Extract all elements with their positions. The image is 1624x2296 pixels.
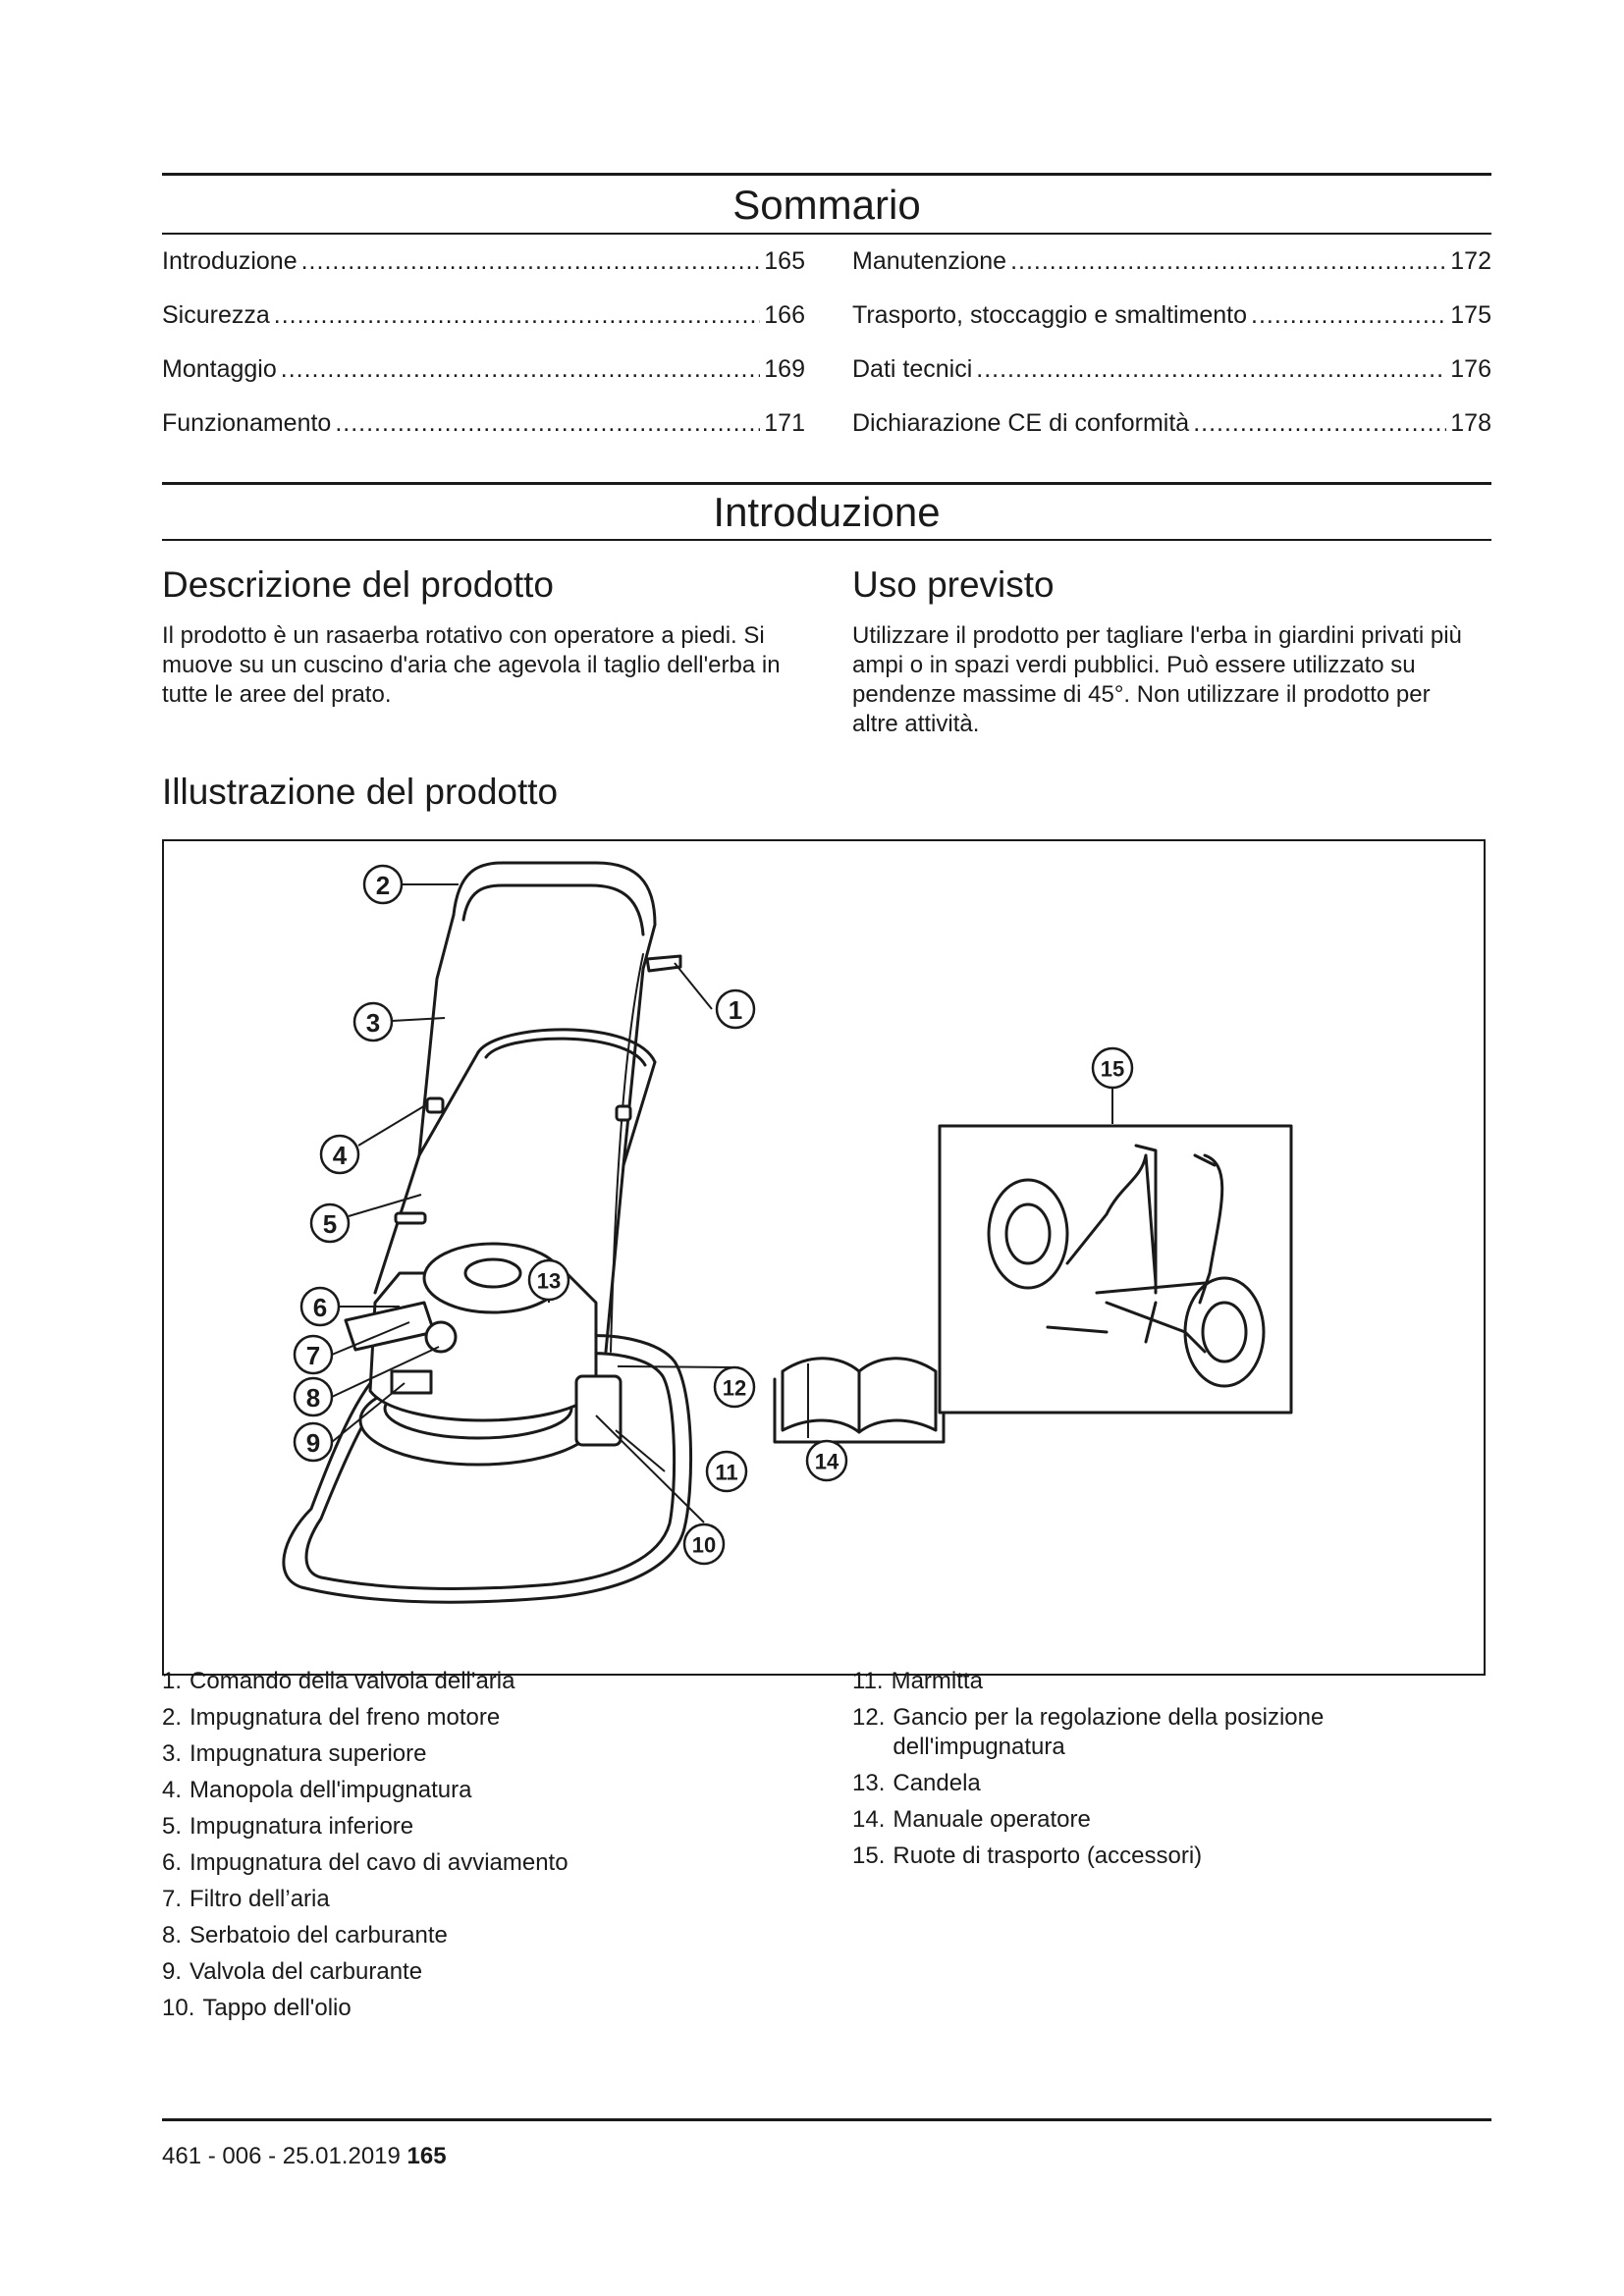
toc-entry-label: Trasporto, stoccaggio e smaltimento: [852, 301, 1248, 329]
fuel-cap: [426, 1322, 456, 1352]
intro-top-rule: [162, 482, 1491, 485]
transport-wheel-right: [1185, 1278, 1264, 1386]
parts-list-left: [162, 1667, 790, 2030]
parts-list-right: [852, 1667, 1402, 1878]
callout-8: [295, 1378, 332, 1415]
page-number: 165: [406, 2143, 447, 2169]
callout-label: 2: [375, 871, 391, 900]
toc-entry-page: 175: [1450, 301, 1491, 329]
starter-handle: [396, 1213, 425, 1223]
list-item: [162, 1667, 790, 1696]
muffler: [576, 1376, 621, 1445]
part-number: 5.: [162, 1813, 183, 1840]
callout-label: 9: [305, 1428, 321, 1458]
callout-label: 12: [722, 1375, 747, 1401]
toc-leader: [1193, 409, 1446, 438]
footer-rule: [162, 2118, 1491, 2121]
part-name: Impugnatura del cavo di avviamento: [189, 1849, 568, 1876]
part-number: 8.: [162, 1922, 183, 1949]
callout-label: 7: [305, 1341, 321, 1370]
mower-diagram: [164, 841, 1484, 1674]
list-item: [162, 1703, 790, 1733]
toc-leader: [976, 355, 1446, 384]
brake-bar: [463, 885, 643, 934]
intended-use-text: Utilizzare il prodotto per tagliare l'erba in giardini privati più ampi o in spazi verdi pubblici. Può essere utilizzato su pendenze massime di 45°. Non utilizzare il prodotto per altre attività.: [852, 622, 1462, 737]
list-item: [162, 1848, 790, 1878]
product-illustration: [162, 839, 1486, 1676]
engine-cap: [465, 1259, 520, 1287]
toc-leader: [301, 247, 761, 276]
toc-entry[interactable]: [162, 355, 805, 409]
part-name: Impugnatura inferiore: [189, 1813, 414, 1840]
toc-entry-label: Dichiarazione CE di conformità: [852, 409, 1190, 437]
part-number: 1.: [162, 1668, 183, 1694]
part-number: 3.: [162, 1740, 183, 1767]
handle-knob-right: [617, 1106, 630, 1120]
intended-use-heading: Uso previsto: [852, 564, 1055, 605]
toc-entry-label: Introduzione: [162, 247, 298, 275]
callout-13: [529, 1260, 568, 1300]
part-name: Valvola del carburante: [189, 1958, 423, 1985]
callout-label: 5: [322, 1209, 338, 1239]
part-name: Impugnatura superiore: [189, 1740, 427, 1767]
list-item: [162, 1885, 790, 1914]
callout-9: [295, 1423, 332, 1461]
list-item: [162, 1994, 790, 2023]
part-number: 11.: [852, 1668, 884, 1694]
toc-leader: [281, 355, 761, 384]
toc-entry-page: 166: [764, 301, 805, 329]
toc-title-rule: [162, 233, 1491, 235]
part-number: 14.: [852, 1806, 886, 1833]
upper-handle-left: [419, 915, 454, 1155]
part-number: 4.: [162, 1777, 183, 1803]
callout-12: [715, 1367, 754, 1407]
callout-3: [354, 1003, 392, 1041]
part-number: 10.: [162, 1995, 195, 2021]
toc-entry-page: 176: [1450, 355, 1491, 383]
callout-label: 10: [691, 1532, 717, 1558]
callout-label: 4: [332, 1141, 348, 1170]
callout-label: 6: [312, 1293, 328, 1322]
list-item: [162, 1739, 790, 1769]
list-item: [162, 1812, 790, 1842]
toc-entry[interactable]: [852, 355, 1491, 409]
part-name: Manopola dell'impugnatura: [189, 1777, 472, 1803]
part-name: Comando della valvola dell'aria: [189, 1668, 515, 1694]
callout-15: [1093, 1048, 1132, 1088]
toc-entry-label: Montaggio: [162, 355, 277, 383]
list-item: [852, 1667, 1402, 1696]
callout-2: [364, 866, 402, 903]
part-name: Gancio per la regolazione della posizione dell'impugnatura: [893, 1704, 1325, 1760]
part-name: Manuale operatore: [893, 1806, 1091, 1833]
handle-knob: [427, 1098, 443, 1112]
callout-label: 15: [1100, 1056, 1125, 1082]
list-item: [162, 1957, 790, 1987]
callout-7: [295, 1336, 332, 1373]
toc-leader: [274, 301, 761, 330]
part-number: 13.: [852, 1770, 886, 1796]
callout-14: [807, 1441, 846, 1480]
part-number: 7.: [162, 1886, 183, 1912]
part-name: Serbatoio del carburante: [189, 1922, 448, 1949]
callout-6: [301, 1288, 339, 1325]
intro-title-rule: [162, 539, 1491, 541]
toc-entry-page: 165: [764, 247, 805, 275]
toc-entry[interactable]: [852, 301, 1491, 355]
toc-entry-page: 171: [764, 409, 805, 437]
callout-label: 8: [305, 1383, 321, 1413]
list-item: [162, 1921, 790, 1950]
part-name: Candela: [893, 1770, 981, 1796]
transport-wheel-left: [989, 1180, 1067, 1288]
part-number: 6.: [162, 1849, 183, 1876]
list-item: [852, 1842, 1402, 1871]
list-item: [162, 1776, 790, 1805]
callout-label: 1: [728, 995, 743, 1025]
toc-entry-label: Manutenzione: [852, 247, 1007, 275]
callout-label: 13: [536, 1268, 562, 1294]
toc-entry[interactable]: [162, 301, 805, 355]
intro-title: Introduzione: [713, 489, 941, 535]
part-name: Marmitta: [891, 1668, 983, 1694]
part-name: Impugnatura del freno motore: [189, 1704, 501, 1731]
callout-10: [684, 1524, 724, 1564]
illustration-heading: Illustrazione del prodotto: [162, 772, 559, 812]
description-text: Il prodotto è un rasaerba rotativo con operatore a piedi. Si muove su un cuscino d'aria che agevola il taglio dell'erba in tutte le aree del prato.: [162, 622, 781, 708]
toc-entry-page: 172: [1450, 247, 1491, 275]
callout-11: [707, 1452, 746, 1491]
toc-entry[interactable]: [852, 247, 1491, 301]
toc-entry-page: 169: [764, 355, 805, 383]
document-code: 461 - 006 - 25.01.2019: [162, 2143, 401, 2169]
callout-label: 14: [814, 1449, 839, 1474]
part-number: 15.: [852, 1842, 886, 1869]
toc-title: Sommario: [732, 182, 921, 228]
toc-leader: [1251, 301, 1446, 330]
description-heading: Descrizione del prodotto: [162, 564, 554, 605]
toc-leader: [1010, 247, 1446, 276]
toc-entry[interactable]: [162, 247, 805, 301]
list-item: [852, 1703, 1402, 1762]
toc-entry-page: 178: [1450, 409, 1491, 437]
toc-entry[interactable]: [162, 409, 805, 463]
callout-5: [311, 1204, 349, 1242]
part-name: Filtro dell’aria: [189, 1886, 330, 1912]
toc-entry-label: Sicurezza: [162, 301, 270, 329]
toc-leader: [335, 409, 760, 438]
toc-entry[interactable]: [852, 409, 1491, 463]
top-rule: [162, 173, 1491, 176]
part-name: Ruote di trasporto (accessori): [893, 1842, 1203, 1869]
part-number: 12.: [852, 1704, 886, 1731]
list-item: [852, 1805, 1402, 1835]
lower-handle-inner: [486, 1039, 645, 1065]
callout-label: 11: [715, 1460, 738, 1485]
part-number: 9.: [162, 1958, 183, 1985]
part-name: Tappo dell'olio: [202, 1995, 352, 2021]
toc-entry-label: Funzionamento: [162, 409, 332, 437]
part-number: 2.: [162, 1704, 183, 1731]
page-footer: [162, 2143, 447, 2170]
callout-label: 3: [365, 1008, 381, 1038]
toc-left-column: [162, 247, 805, 463]
callout-4: [321, 1136, 358, 1173]
toc-right-column: [852, 247, 1491, 463]
callout-1: [717, 990, 754, 1028]
toc-entry-label: Dati tecnici: [852, 355, 973, 383]
list-item: [852, 1769, 1402, 1798]
